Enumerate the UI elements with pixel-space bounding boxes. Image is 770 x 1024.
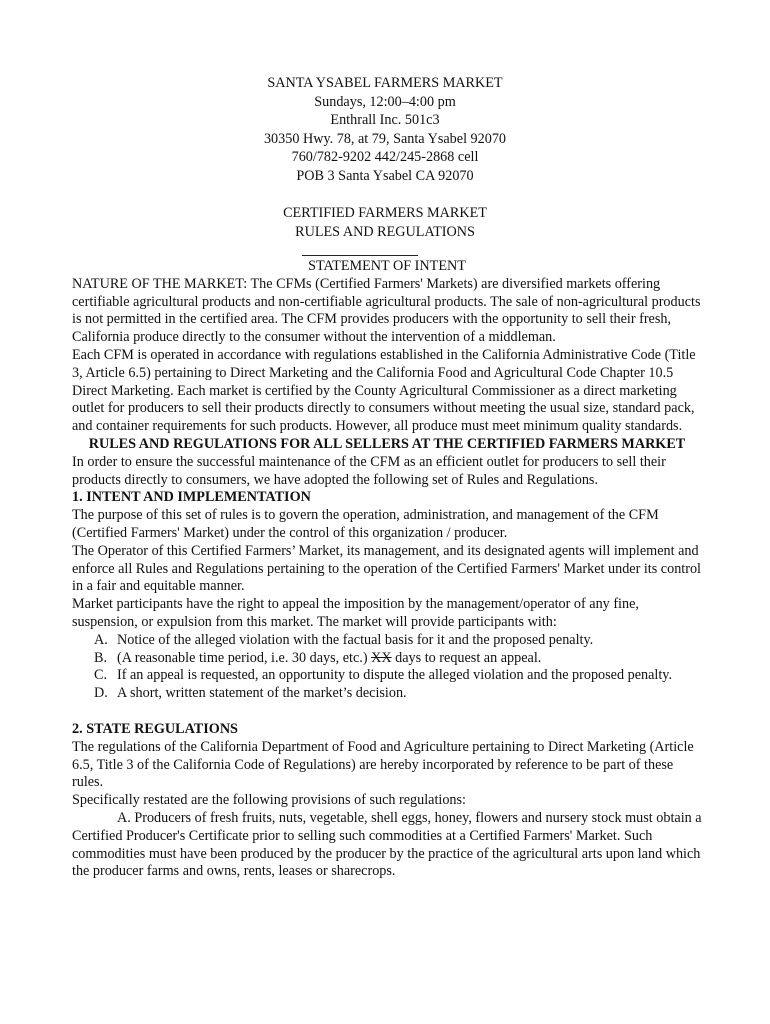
document-title-line2: RULES AND REGULATIONS	[295, 223, 475, 240]
section-1-heading: 1. INTENT AND IMPLEMENTATION	[72, 489, 311, 506]
section-1-paragraph-1: The purpose of this set of rules is to govern the operation, administration, and management of the CFM (Certified Farmers' Market) under the control of this organization / producer.	[72, 507, 659, 541]
section-2-heading: 2. STATE REGULATIONS	[72, 720, 238, 737]
list-item-text: Notice of the alleged violation with the factual basis for it and the proposed penalty.	[117, 631, 594, 648]
list-item-text: If an appeal is requested, an opportunity to dispute the alleged violation and the proposed penalty.	[117, 667, 672, 684]
phone-numbers: 760/782-9202 442/245-2868 cell	[291, 149, 479, 166]
list-item-text: A short, written statement of the market’s decision.	[117, 685, 407, 702]
list-item-letter: C.	[94, 667, 108, 684]
statement-paragraph-2: Each CFM is operated in accordance with regulations established in the California Administrative Code (Title 3, Article 6.5) pertaining to Direct Marketing and the California Food and Agricultural Code Chapter 10.5 Direct Marketing. Each market is certified by the County Agricultural Commissioner as a direct marketing outlet for producers to sell their products directly to consumers without meeting the usual size, standard pack, and container requirements for such products. However, all produce must meet minimum quality standards.	[72, 346, 696, 435]
struck-text: XX	[371, 649, 392, 666]
list-item-text: (A reasonable time period, i.e. 30 days, etc.)	[117, 649, 372, 666]
list-item	[72, 632, 702, 650]
section-1-paragraph-2: The Operator of this Certified Farmers’ Market, its management, and its designated agents will implement and enforce all Rules and Regulations pertaining to the operation of the Certified Farmers' Market under its control in a fair and equitable manner.	[72, 542, 701, 595]
document-title	[0, 204, 770, 241]
document-body	[72, 258, 702, 881]
list-item-text-end: days to request an appeal.	[391, 649, 542, 666]
statement-paragraph-1: NATURE OF THE MARKET: The CFMs (Certified Farmers' Markets) are diversified markets offering certifiable agricultural products and non-certifiable agricultural products. The sale of non-agricultural products is not permitted in the certified area. The CFM provides producers with the opportunity to sell their fresh, California produce directly to the consumer without the intervention of a middleman.	[72, 275, 701, 346]
list-item	[72, 667, 702, 685]
rules-heading: RULES AND REGULATIONS FOR ALL SELLERS AT THE CERTIFIED FARMERS MARKET	[88, 435, 686, 452]
rules-intro: In order to ensure the successful maintenance of the CFM as an efficient outlet for producers to sell their products directly to consumers, we have adopted the following set of Rules and Regulations.	[72, 453, 666, 488]
section-2-paragraph-1: The regulations of the California Department of Food and Agriculture pertaining to Direct Marketing (Article 6.5, Title 3 of the California Code of Regulations) are hereby incorporated by reference to be part of these rules.	[72, 738, 694, 791]
appeal-rights-list	[72, 632, 702, 703]
organization-name: Enthrall Inc. 501c3	[330, 112, 440, 129]
list-item	[72, 650, 702, 668]
section-2-paragraph-3: A. Producers of fresh fruits, nuts, vegetable, shell eggs, honey, flowers and nursery stock must obtain a Certified Producer's Certificate prior to selling such commodities at a Certified Farmers' Market. Such commodities must have been produced by the producer by the practice of the agricultural arts upon land which the producer farms and owns, rents, leases or sharecrops.	[72, 809, 702, 880]
list-item-letter: D.	[94, 685, 108, 702]
mailing-address: POB 3 Santa Ysabel CA 92070	[296, 167, 474, 184]
section-2-paragraph-2: Specifically restated are the following provisions of such regulations:	[72, 792, 466, 809]
list-item-letter: B.	[94, 649, 108, 666]
section-spacer	[72, 703, 702, 721]
title-divider	[302, 255, 418, 256]
statement-heading: STATEMENT OF INTENT	[308, 258, 466, 274]
section-1-paragraph-3: Market participants have the right to appeal the imposition by the management/operator of any fine, suspension, or expulsion from this market. The market will provide participants with:	[72, 596, 639, 630]
list-item	[72, 685, 702, 703]
market-address: 30350 Hwy. 78, at 79, Santa Ysabel 92070	[263, 130, 507, 147]
document-title-line1: CERTIFIED FARMERS MARKET	[283, 205, 487, 221]
market-hours: Sundays, 12:00–4:00 pm	[314, 93, 456, 110]
list-item-letter: A.	[94, 631, 108, 648]
market-name: SANTA YSABEL FARMERS MARKET	[267, 75, 503, 91]
market-header	[0, 74, 770, 186]
